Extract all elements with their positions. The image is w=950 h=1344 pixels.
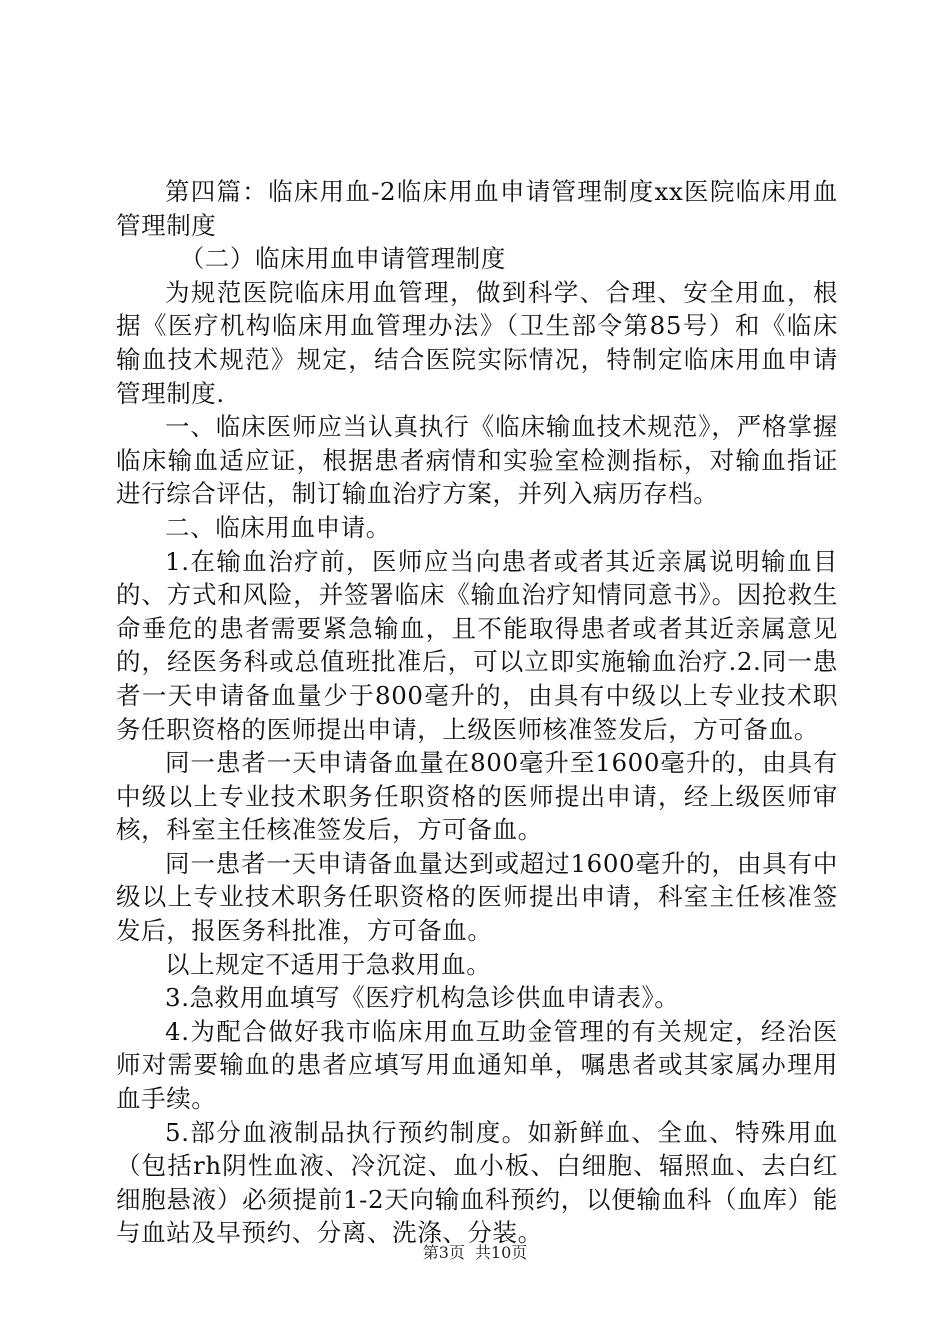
paragraph-item-3: 3.急救用血填写《医疗机构急诊供血申请表》。 xyxy=(165,983,680,1013)
paragraph-item-5: 5.部分血液制品执行预约制度。如新鲜血、全血、特殊用血（包括rh阴性血液、冷沉淀、血小板、白细胞、辐照血、去白红细胞悬液）必须提前1-2天向输血科预约，以便输血科（血库）能与血站及早预约、分离、洗涤、分装。 xyxy=(116,1117,838,1248)
document-title: 第四篇：临床用血-2临床用血申请管理制度xx医院临床用血管理制度 xyxy=(116,177,838,240)
paragraph-item-1-2: 1.在输血治疗前，医师应当向患者或者其近亲属说明输血目的、方式和风险，并签署临床《输血治疗知情同意书》。因抢救生命垂危的患者需要紧急输血，且不能取得患者或者其近亲属意见的，经医务科或总值班批准后，可以立即实施输血治疗.2.同一患者一天申请备血量少于800毫升的，由具有中级以上专业技术职务任职资格的医师提出申请，上级医师核准签发后，方可备血。 xyxy=(116,546,838,744)
page-number: 第3页 xyxy=(422,1243,465,1262)
paragraph-clause-2-heading: 二、临床用血申请。 xyxy=(165,512,391,542)
paragraph-over-1600: 同一患者一天申请备血量达到或超过1600毫升的，由具有中级以上专业技术职务任职资格的医师提出申请，科室主任核准签发后，报医务科批准，方可备血。 xyxy=(116,848,838,946)
paragraph-emergency-exception: 以上规定不适用于急救用血。 xyxy=(165,949,492,979)
paragraph-clause-1: 一、临床医师应当认真执行《临床输血技术规范》，严格掌握临床输血适应证，根据患者病情和实验室检测指标，对输血指证进行综合评估，制订输血治疗方案，并列入病历存档。 xyxy=(116,412,838,509)
paragraph-item-4: 4.为配合做好我市临床用血互助金管理的有关规定，经治医师对需要输血的患者应填写用血通知单，嘱患者或其家属办理用血手续。 xyxy=(116,1016,838,1114)
paragraph-intro: 为规范医院临床用血管理，做到科学、合理、安全用血，根据《医疗机构临床用血管理办法》（卫生部令第85号）和《临床输血技术规范》规定，结合医院实际情况，特制定临床用血申请管理制度. xyxy=(116,277,838,408)
page-total: 共10页 xyxy=(474,1243,528,1262)
section-subtitle: （二）临床用血申请管理制度 xyxy=(179,244,506,274)
page-footer xyxy=(0,1242,950,1264)
paragraph-800-1600: 同一患者一天申请备血量在800毫升至1600毫升的，由具有中级以上专业技术职务任职资格的医师提出申请，经上级医师审核，科室主任核准签发后，方可备血。 xyxy=(116,748,838,845)
document-body xyxy=(116,175,838,1250)
